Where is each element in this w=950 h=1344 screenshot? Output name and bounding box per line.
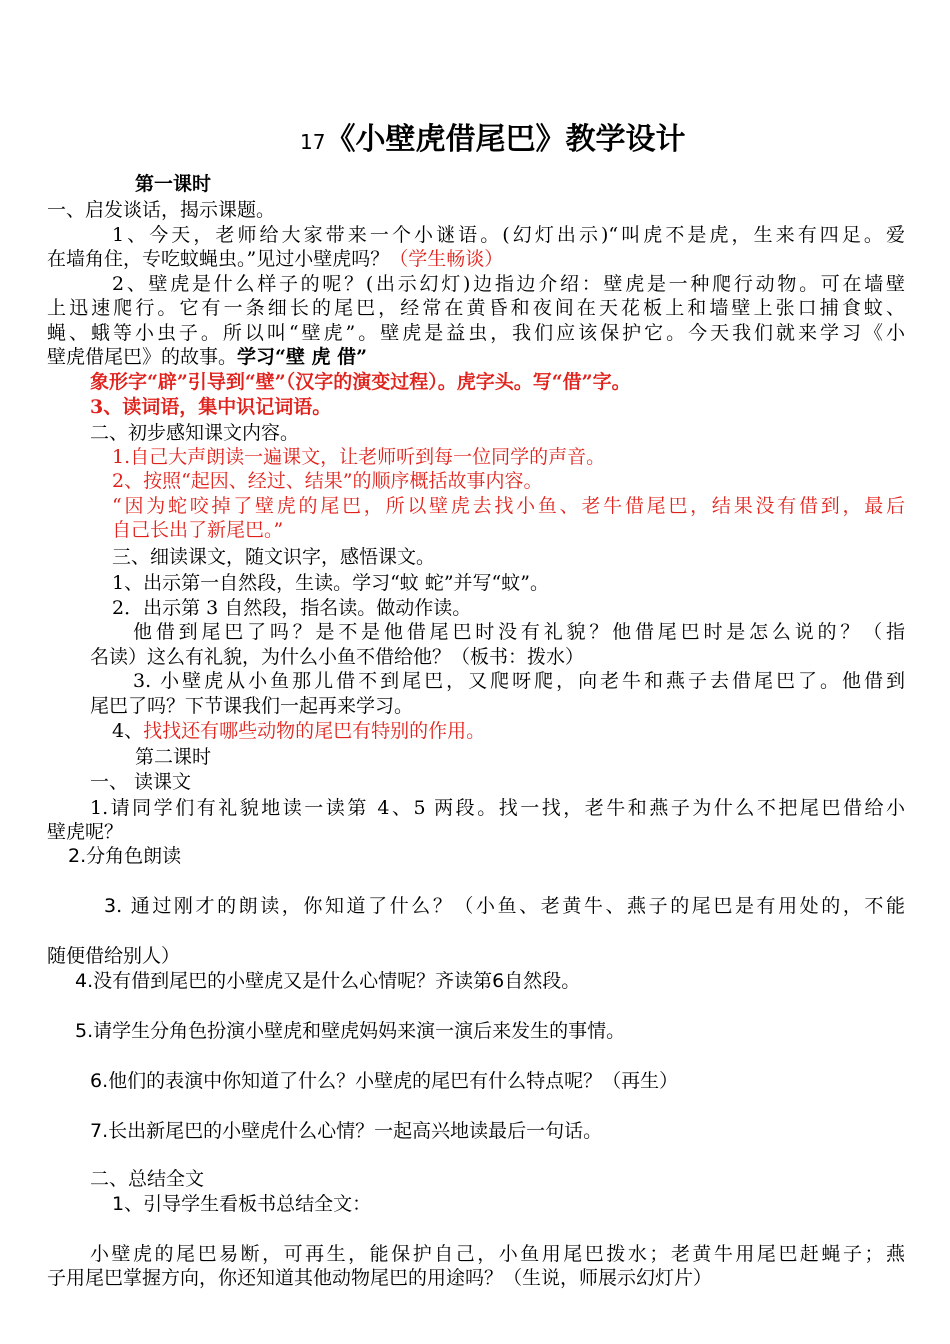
item-text: 自然段。 bbox=[504, 970, 581, 992]
red-note: 找找还有哪些动物的尾巴有特别的作用。 bbox=[143, 720, 486, 742]
text-segment: 在墙角住，专吃蚊蝇虫。”见过小壁虎吗？ bbox=[47, 248, 390, 270]
item-text: . 通过刚才的朗读，你知道了什么？（小鱼、老黄牛、燕子的尾巴是有用处的，不能 bbox=[116, 895, 905, 917]
heading-part-1: 一、启发谈话，揭示课题。 bbox=[47, 199, 276, 221]
item-text: 长出新尾巴的小壁虎什么心情？一起高兴地读最后一句话。 bbox=[108, 1120, 603, 1142]
item-number: 2. bbox=[68, 845, 87, 867]
bold-note: 学习“壁 虎 借” bbox=[237, 346, 368, 368]
list-item bbox=[112, 1193, 371, 1215]
red-line: 1.自己大声朗读一遍课文，让老师听到每一位同学的声音。 bbox=[112, 446, 606, 468]
title-text: 《小壁虎借尾巴》教学设计 bbox=[325, 122, 686, 157]
lesson-number: 17 bbox=[300, 130, 326, 154]
paragraph-line bbox=[112, 720, 485, 742]
red-bold-line: 象形字“辟”引导到“壁”（汉字的演变过程）。虎字头。写“借”字。 bbox=[90, 371, 631, 393]
paragraph-line: 1、出示第一自然段，生读。学习“蚊 蛇”并写“蚊”。 bbox=[112, 572, 549, 594]
list-item bbox=[90, 1070, 678, 1092]
paragraph-line bbox=[47, 346, 367, 368]
item-text: 分角色朗读 bbox=[86, 845, 182, 867]
paragraph-line: 小壁虎的尾巴易断，可再生，能保护自己，小鱼用尾巴拨水；老黄牛用尾巴赶蝇子；燕 bbox=[90, 1243, 905, 1265]
item-number: 5. bbox=[75, 1020, 94, 1042]
section-lesson-1: 第一课时 bbox=[135, 173, 212, 195]
text-segment: 壁虎借尾巴》的故事。 bbox=[47, 346, 238, 368]
red-line: “因为蛇咬掉了壁虎的尾巴，所以壁虎去找小鱼、老牛借尾巴，结果没有借到，最后 bbox=[112, 495, 905, 517]
paragraph-line: 3. 小壁虎从小鱼那儿借不到尾巴，又爬呀爬，向老牛和燕子去借尾巴了。他借到 bbox=[133, 670, 905, 692]
document-title bbox=[300, 120, 685, 162]
paragraph-line: 壁虎呢？ bbox=[47, 821, 124, 843]
paragraph-line: 2、壁虎是什么样子的呢？(出示幻灯)边指边介绍：壁虎是一种爬行动物。可在墙壁 bbox=[112, 273, 905, 295]
paragraph-line: 上迅速爬行。它有一条细长的尾巴，经常在黄昏和夜间在天花板上和墙壁上张口捕食蚊、 bbox=[47, 297, 905, 319]
item-number: 3 bbox=[104, 895, 117, 917]
red-bold-line: 3、读词语，集中识记词语。 bbox=[90, 396, 332, 418]
item-text: 没有借到尾巴的小壁虎又是什么心情呢？齐读第 bbox=[93, 970, 493, 992]
paragraph-line: 蝇、蛾等小虫子。所以叫“壁虎”。壁虎是益虫，我们应该保护它。今天我们就来学习《小 bbox=[47, 322, 905, 344]
red-line: 自己长出了新尾巴。” bbox=[112, 519, 284, 541]
heading-part-1b: 一、 读课文 bbox=[90, 771, 192, 793]
paragraph-line: 1.请同学们有礼貌地读一读第 4、5 两段。找一找，老牛和燕子为什么不把尾巴借给小 bbox=[90, 797, 905, 819]
item-text: 请学生分角色扮演小壁虎和壁虎妈妈来演一演后来发生的事情。 bbox=[93, 1020, 626, 1042]
paragraph-line: 1、今天，老师给大家带来一个小谜语。(幻灯出示)“叫虎不是虎，生来有四足。爱 bbox=[112, 224, 905, 246]
paragraph-line: 尾巴了吗？下节课我们一起再来学习。 bbox=[90, 695, 414, 717]
list-item bbox=[68, 845, 181, 867]
paragraph-line: 随便借给别人） bbox=[47, 945, 181, 967]
heading-part-2b: 二、总结全文 bbox=[90, 1168, 205, 1190]
list-item bbox=[75, 970, 580, 992]
heading-part-2: 二、初步感知课文内容。 bbox=[90, 422, 300, 444]
list-item bbox=[75, 1020, 625, 1042]
item-number: 1 bbox=[112, 1193, 125, 1215]
list-item bbox=[90, 1120, 602, 1142]
item-number: 6. bbox=[90, 1070, 109, 1092]
red-line: 2、按照“起因、经过、结果”的顺序概括故事内容。 bbox=[112, 470, 543, 492]
paragraph-line: 2．出示第 3 自然段，指名读。做动作读。 bbox=[112, 597, 472, 619]
item-number: 4. bbox=[75, 970, 94, 992]
inline-number: 6 bbox=[492, 970, 505, 992]
red-note: （学生畅谈） bbox=[389, 248, 504, 270]
paragraph-line bbox=[47, 248, 503, 270]
heading-part-3: 三、细读课文，随文识字，感悟课文。 bbox=[112, 546, 436, 568]
item-number: 7. bbox=[90, 1120, 109, 1142]
item-text: 他们的表演中你知道了什么？小壁虎的尾巴有什么特点呢？（再生） bbox=[108, 1070, 679, 1092]
text-segment: 4、 bbox=[112, 720, 144, 742]
item-text: 、引导学生看板书总结全文： bbox=[124, 1193, 372, 1215]
paragraph-line: 子用尾巴掌握方向，你还知道其他动物尾巴的用途吗？（生说，师展示幻灯片） bbox=[47, 1267, 713, 1289]
paragraph-line: 他借到尾巴了吗？是不是他借尾巴时没有礼貌？他借尾巴时是怎么说的？（指 bbox=[133, 621, 905, 643]
section-lesson-2: 第二课时 bbox=[135, 746, 212, 768]
paragraph-line: 名读）这么有礼貌，为什么小鱼不借给他？（板书：拨水） bbox=[90, 646, 585, 668]
list-item bbox=[104, 895, 905, 917]
